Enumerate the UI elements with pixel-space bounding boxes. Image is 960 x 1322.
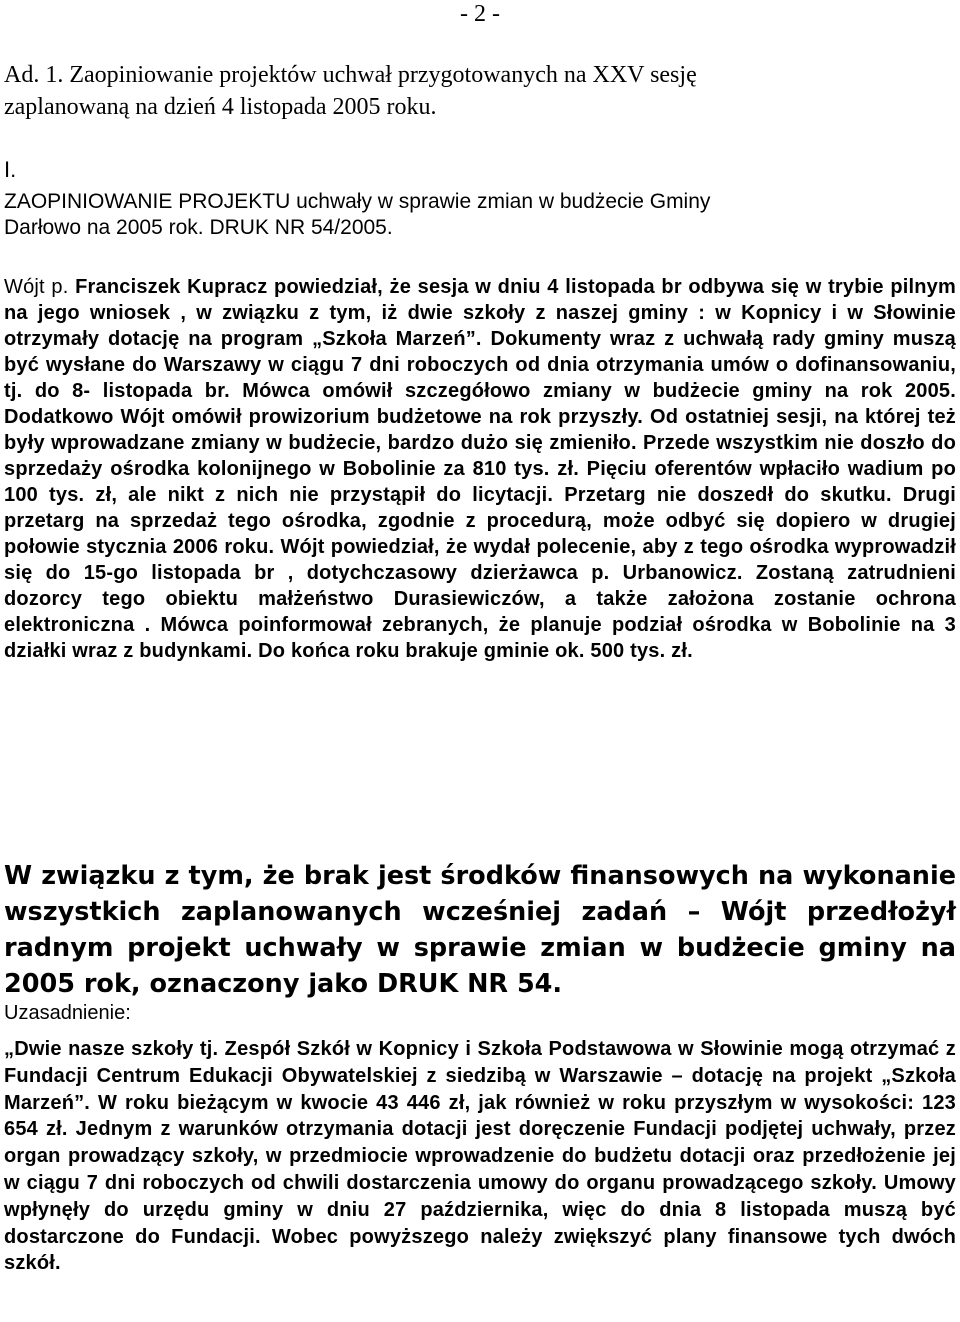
body-paragraph-text: Franciszek Kupracz powiedział, że sesja w dniu 4 listopada br odbywa się w trybie pilnym na jego wniosek , w związku z tym, iż dwie szkoły z naszej gminy : w Kopnicy i w Słowinie otrzymały dotację na program „Szkoła Marzeń”. Dokumenty wraz z uchwałą rady gminy muszą być wysłane do Warszawy w ciągu 7 dni roboczych od dnia otrzymania umów o dofinansowaniu, tj. do 8- listopada br. Mówca omówił szczegółowo zmiany w budżecie gminy na rok 2005. Dodatkowo Wójt omówił prowizorium budżetowe na rok przyszły. Od ostatniej sesji, na której też były wprowadzane zmiany w budżecie, bardzo dużo się zmieniło. Przede wszystkim nie doszło do sprzedaży ośrodka kolonijnego w Bobolinie za 810 tys. zł. Pięciu oferentów wpłaciło wadium po 100 tys. zł, ale nikt z nich nie przystąpił do licytacji. Przetarg nie doszedł do skutku. Drugi przetarg na sprzedaż tego ośrodka, zgodnie z procedurą, może odbyć się dopiero w drugiej połowie stycznia 2006 roku. Wójt powiedział, że wydał polecenie, aby z tego ośrodka wyprowadził się do 15-go listopada br , dotychczasowy dzierżawca p. Urbanowicz. Zostaną zatrudnieni dozorcy tego obiektu małżeństwo Durasiewiczów, a także założona zostanie ochrona elektroniczna . Mówca poinformował zebranych, że planuje podział ośrodka w Bobolinie na 3 działki wraz z budynkami. Do końca roku brakuje gminie ok. 500 tys. zł. [4,276,956,662]
page-number: - 2 - [460,1,500,27]
conclusion-paragraph: W związku z tym, że brak jest środków finansowych na wykonanie wszystkich zaplanowanych wcześniej zadań – Wójt przedłożył radnym projekt uchwały w sprawie zmian w budżecie gminy na 2005 rok, oznaczony jako DRUK NR 54. [4,861,956,999]
agenda-heading-line-1: Ad. 1. Zaopiniowanie projektów uchwał przygotowanych na XXV sesję [4,62,697,88]
agenda-heading-line-2: zaplanowaną na dzień 4 listopada 2005 roku. [4,94,437,120]
section-title-line-1: ZAOPINIOWANIE PROJEKTU uchwały w sprawie zmian w budżecie Gminy [4,190,711,213]
justification-paragraph: „Dwie nasze szkoły tj. Zespół Szkół w Kopnicy i Szkoła Podstawowa w Słowinie mogą otrzymać z Fundacji Centrum Edukacji Obywatelskiej z siedzibą w Warszawie – dotację na projekt „Szkoła Marzeń”. W roku bieżącym w kwocie 43 446 zł, jak również w roku przyszłym w wysokości: 123 654 zł. Jednym z warunków otrzymania dotacji jest doręczenie Fundacji podjętej uchwały, przez organ prowadzący szkoły, w przedmiocie wprowadzenie do budżetu dotacji oraz przedłożenie jej w ciągu 7 dni roboczych od chwili dostarczenia umowy do organu prowadzącego szkoły. Umowy wpłynęły do urzędu gminy w dniu 27 października, więc do dnia 8 listopada muszą być dostarczone do Fundacji. Wobec powyższego należy zwiększyć plany finansowe tych dwóch szkół. [4,1038,956,1275]
section-number: I. [4,157,17,182]
speaker-label: Wójt p. [4,276,69,298]
section-title-line-2: Darłowo na 2005 rok. DRUK NR 54/2005. [4,216,393,239]
agenda-heading [4,59,944,123]
body-paragraph [4,274,956,664]
justification-label: Uzasadnienie: [4,1002,131,1024]
section-title [4,189,924,241]
